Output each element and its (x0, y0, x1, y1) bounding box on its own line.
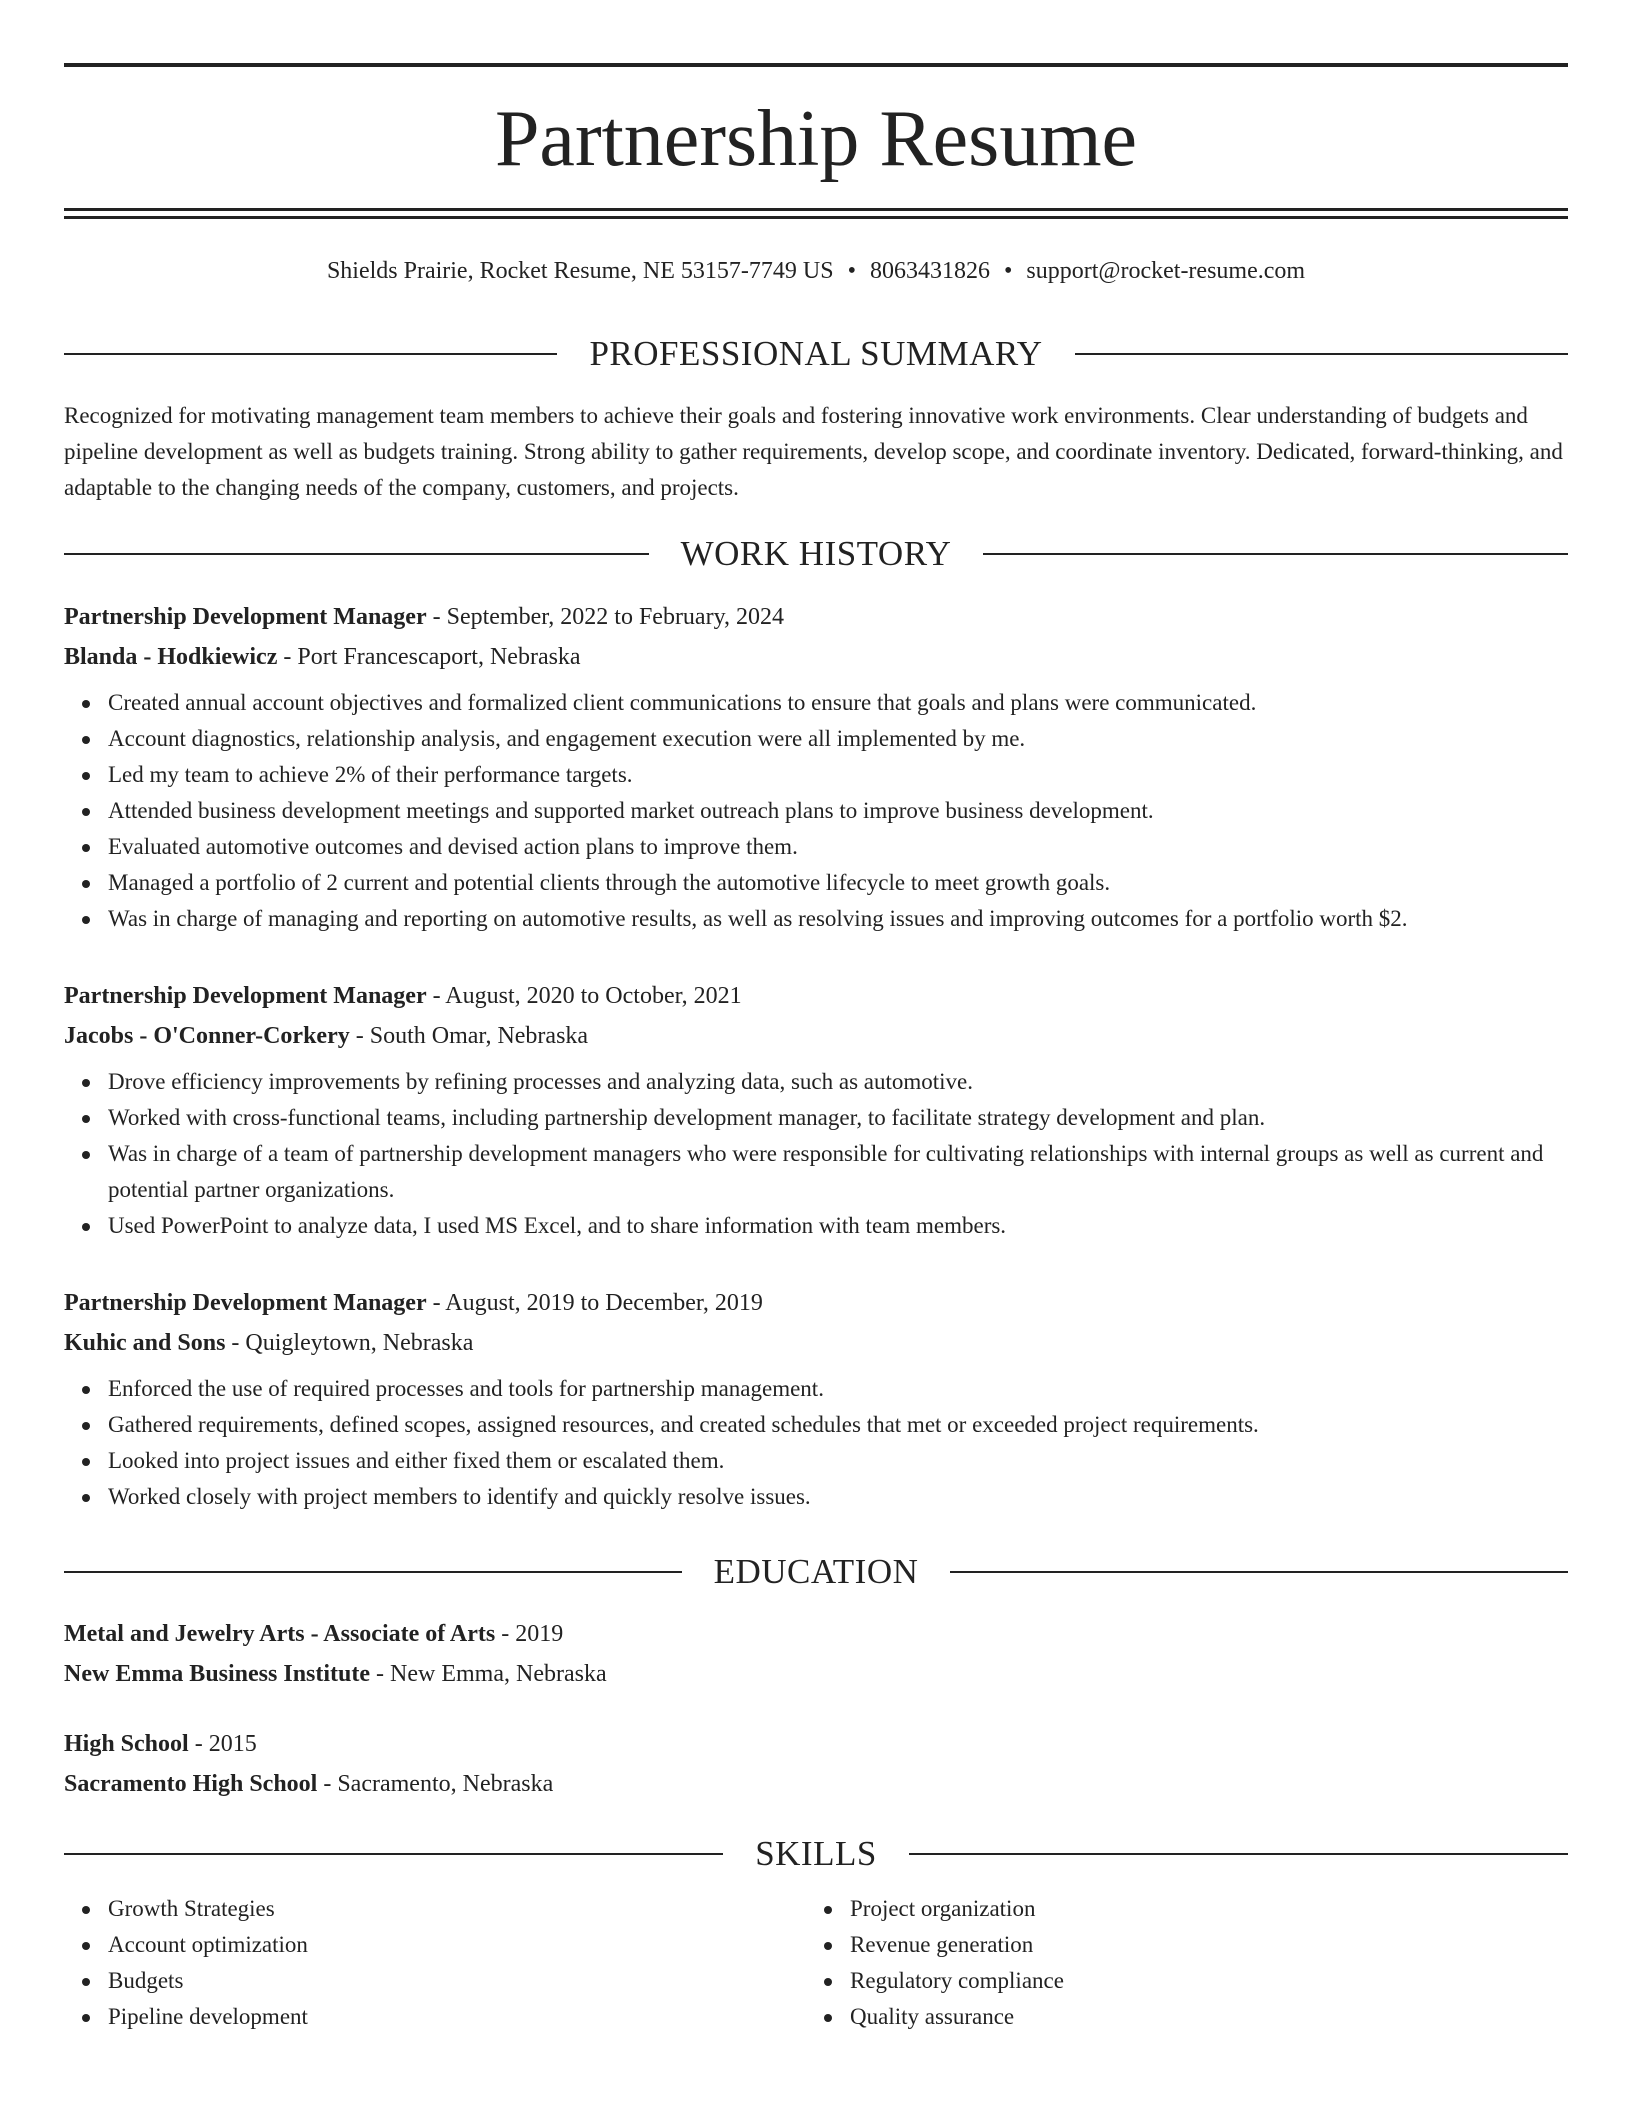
job-location: - Quigleytown, Nebraska (225, 1330, 474, 1356)
divider-line (909, 1853, 1568, 1855)
job-bullet: Used PowerPoint to analyze data, I used MS Excel, and to share information with team members. (108, 1208, 1568, 1244)
job-entry (64, 976, 1568, 1244)
job-title-line (64, 1283, 1568, 1323)
skills-column-left (64, 1891, 764, 2035)
job-company: Kuhic and Sons (64, 1330, 226, 1356)
title-rule-upper (64, 208, 1568, 211)
skills-list (806, 1891, 1506, 2035)
job-bullet: Was in charge of managing and reporting on automotive results, as well as resolving issues and improving outcomes for a portfolio worth $2. (108, 901, 1568, 937)
skill-item: Regulatory compliance (850, 1963, 1506, 1999)
skills-list (64, 1891, 764, 2035)
skills-column-right (806, 1891, 1506, 2035)
job-bullet: Gathered requirements, defined scopes, assigned resources, and created schedules that met or exceeded project requirements. (108, 1407, 1568, 1443)
job-dates: - September, 2022 to February, 2024 (426, 604, 785, 630)
divider-line (64, 1571, 682, 1573)
job-bullet: Drove efficiency improvements by refining processes and analyzing data, such as automotive. (108, 1064, 1568, 1100)
job-company-line (64, 1323, 1568, 1363)
job-title-line (64, 597, 1568, 637)
section-title-summary: PROFESSIONAL SUMMARY (589, 334, 1043, 373)
job-bullet: Led my team to achieve 2% of their performance targets. (108, 757, 1568, 793)
education-year: - 2019 (495, 1621, 564, 1647)
education-degree: High School (64, 1731, 189, 1757)
education-year: - 2015 (188, 1731, 257, 1757)
education-school-line (64, 1764, 1568, 1804)
divider-line (64, 553, 649, 555)
divider-line (950, 1571, 1568, 1573)
job-bullet: Attended business development meetings and supported market outreach plans to improve business development. (108, 793, 1568, 829)
skill-item: Account optimization (108, 1927, 764, 1963)
section-title-education: EDUCATION (713, 1552, 919, 1591)
job-bullet: Worked closely with project members to identify and quickly resolve issues. (108, 1479, 1568, 1515)
job-dates: - August, 2019 to December, 2019 (426, 1290, 763, 1316)
education-school: New Emma Business Institute (64, 1661, 371, 1687)
job-title: Partnership Development Manager (64, 604, 427, 630)
page-title: Partnership Resume (494, 95, 1138, 183)
education-entry (64, 1724, 1568, 1804)
contact-email: support@rocket-resume.com (1026, 258, 1306, 284)
job-location: - Port Francescaport, Nebraska (277, 644, 581, 670)
skill-item: Revenue generation (850, 1927, 1506, 1963)
divider-line (983, 553, 1568, 555)
job-title: Partnership Development Manager (64, 1290, 427, 1316)
divider-line (1075, 353, 1568, 355)
job-bullets (64, 685, 1568, 937)
job-company-line (64, 1016, 1568, 1056)
divider-line (64, 353, 557, 355)
job-bullets (64, 1371, 1568, 1515)
skill-item: Project organization (850, 1891, 1506, 1927)
job-company: Jacobs - O'Conner-Corkery (64, 1023, 350, 1049)
job-bullet: Enforced the use of required processes and tools for partnership management. (108, 1371, 1568, 1407)
contact-address: Shields Prairie, Rocket Resume, NE 53157-7749 US (326, 258, 834, 284)
education-location: - Sacramento, Nebraska (317, 1771, 554, 1797)
education-entry (64, 1614, 1568, 1694)
job-bullet: Evaluated automotive outcomes and devised action plans to improve them. (108, 829, 1568, 865)
contact-phone: 8063431826 (869, 258, 990, 284)
job-bullets (64, 1064, 1568, 1244)
job-title: Partnership Development Manager (64, 983, 427, 1009)
section-title-skills: SKILLS (755, 1834, 877, 1873)
job-bullet: Worked with cross-functional teams, including partnership development manager, to facilitate strategy development and plan. (108, 1100, 1568, 1136)
skill-item: Growth Strategies (108, 1891, 764, 1927)
contact-separator: • (847, 258, 856, 284)
section-header-skills (64, 1832, 1568, 1876)
job-company-line (64, 637, 1568, 677)
job-bullet: Looked into project issues and either fixed them or escalated them. (108, 1443, 1568, 1479)
education-school-line (64, 1654, 1568, 1694)
section-header-work-history (64, 532, 1568, 576)
skill-item: Quality assurance (850, 1999, 1506, 2035)
job-bullet: Managed a portfolio of 2 current and potential clients through the automotive lifecycle to meet growth goals. (108, 865, 1568, 901)
job-bullet: Created annual account objectives and formalized client communications to ensure that goals and plans were communicated. (108, 685, 1568, 721)
job-company: Blanda - Hodkiewicz (64, 644, 278, 670)
job-entry (64, 1283, 1568, 1515)
skill-item: Budgets (108, 1963, 764, 1999)
job-bullet: Was in charge of a team of partnership development managers who were responsible for cultivating relationships with internal groups as well as current and potential partner organizations. (108, 1136, 1568, 1208)
skill-item: Pipeline development (108, 1999, 764, 2035)
education-degree-line (64, 1724, 1568, 1764)
job-entry (64, 597, 1568, 937)
job-bullet: Account diagnostics, relationship analysis, and engagement execution were all implemented by me. (108, 721, 1568, 757)
divider-line (64, 1853, 723, 1855)
summary-text: Recognized for motivating management team members to achieve their goals and fostering innovative work environments. Clear understanding of budgets and pipeline development as well as budgets training. Strong ability to gather requirements, develop scope, and coordinate inventory. Dedicated, forward-thinking, and adaptable to the changing needs of the company, customers, and projects. (64, 403, 1563, 500)
job-location: - South Omar, Nebraska (349, 1023, 589, 1049)
job-title-line (64, 976, 1568, 1016)
education-degree-line (64, 1614, 1568, 1654)
section-header-education (64, 1550, 1568, 1594)
education-degree: Metal and Jewelry Arts - Associate of Arts (64, 1621, 496, 1647)
contact-separator: • (1003, 258, 1013, 284)
education-school: Sacramento High School (64, 1771, 318, 1797)
section-title-work-history: WORK HISTORY (680, 534, 952, 573)
top-rule (64, 63, 1568, 67)
title-rule-lower (64, 216, 1568, 219)
section-header-summary (64, 332, 1568, 376)
education-location: - New Emma, Nebraska (370, 1661, 607, 1687)
job-dates: - August, 2020 to October, 2021 (426, 983, 742, 1009)
contact-line (64, 254, 1568, 288)
